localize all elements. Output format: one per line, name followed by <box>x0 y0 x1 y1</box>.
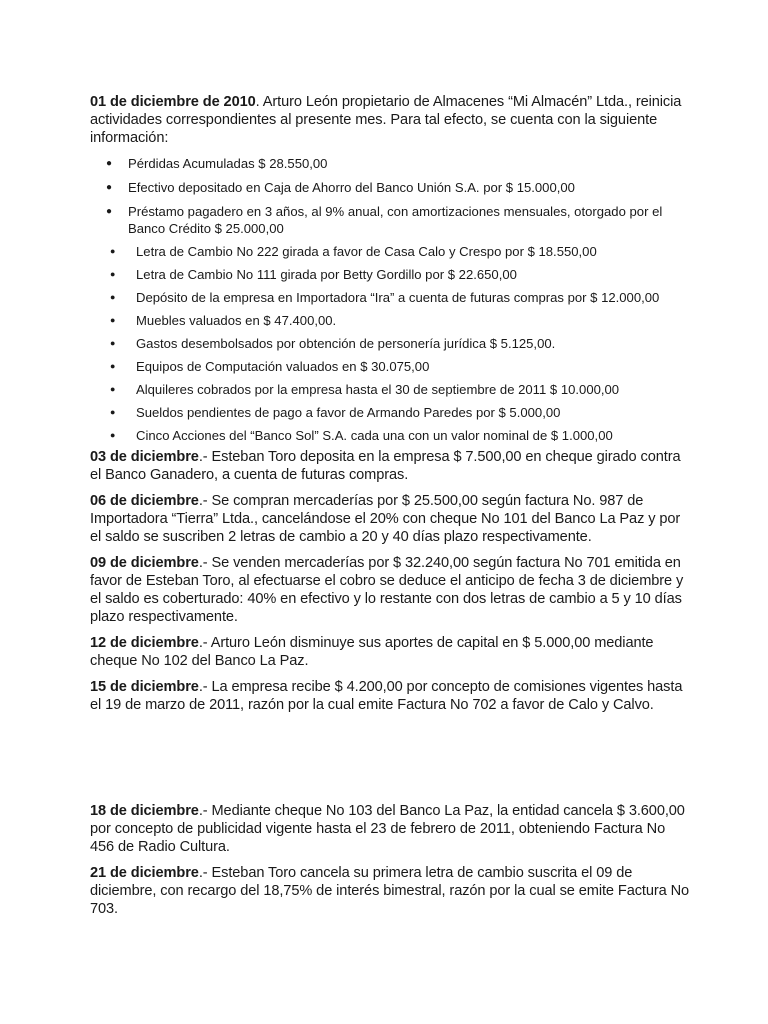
bullet-icon: ● <box>110 407 116 417</box>
list-item: ● Depósito de la empresa en Importadora “Ira” a cuenta de futuras compras por $ 12.000,00 <box>110 290 660 305</box>
event-paragraph-09 <box>90 554 690 626</box>
list-item: ● Muebles valuados en $ 47.400,00. <box>110 313 337 328</box>
list-item: ● Alquileres cobrados por la empresa hasta el 30 de septiembre de 2011 $ 10.000,00 <box>110 382 620 397</box>
blank-space <box>90 722 690 802</box>
document-page <box>90 93 690 926</box>
bullet-icon: ● <box>110 430 116 440</box>
event-paragraph-18 <box>90 802 690 856</box>
list-item: ● Sueldos pendientes de pago a favor de Armando Paredes por $ 5.000,00 <box>110 405 561 420</box>
intro-text: . Arturo León propietario de Almacenes “Mi Almacén” Ltda., reinicia actividades correspondientes al presente mes. Para tal efecto, se cuenta con la siguiente información: <box>90 94 682 146</box>
list-item: ● Pérdidas Acumuladas $ 28.550,00 <box>106 156 328 171</box>
bullet-icon: ● <box>106 206 113 217</box>
list-item: ● Préstamo pagadero en 3 años, al 9% anual, con amortizaciones mensuales, otorgado por el Banco Crédito $ 25.000,00 <box>106 204 663 236</box>
event-text: .- Se venden mercaderías por $ 32.240,00 según factura No 701 emitida en favor de Esteban Toro, al efectuarse el cobro se deduce el anticipo de fecha 3 de diciembre y el saldo es coberturado: 40% en efectivo y lo restante con dos letras de cambio a 5 y 10 días plazo respectivamente. <box>90 555 684 625</box>
list-item: ● Equipos de Computación valuados en $ 30.075,00 <box>110 359 430 374</box>
event-date: 06 de diciembre <box>90 493 199 509</box>
event-paragraph-06 <box>90 492 690 546</box>
list-item: ● Gastos desembolsados por obtención de personería jurídica $ 5.125,00. <box>110 336 556 351</box>
bullet-icon: ● <box>110 246 116 256</box>
event-text: .- La empresa recibe $ 4.200,00 por concepto de comisiones vigentes hasta el 19 de marzo de 2011, razón por la cual emite Factura No 702 a favor de Calo y Calvo. <box>90 679 683 713</box>
event-paragraph-12 <box>90 634 690 670</box>
event-text: .- Esteban Toro cancela su primera letra de cambio suscrita el 09 de diciembre, con recargo del 18,75% de interés bimestral, razón por la cual se emite Factura No 703. <box>90 865 690 917</box>
bullet-icon: ● <box>110 384 116 394</box>
event-text: .- Mediante cheque No 103 del Banco La Paz, la entidad cancela $ 3.600,00 por concepto de publicidad vigente hasta el 23 de febrero de 2011, obteniendo Factura No 456 de Radio Cultura. <box>90 803 685 855</box>
list-item: ● Letra de Cambio No 222 girada a favor de Casa Calo y Crespo por $ 18.550,00 <box>110 244 597 259</box>
intro-date: 01 de diciembre de 2010 <box>90 94 256 110</box>
event-text: .- Se compran mercaderías por $ 25.500,00 según factura No. 987 de Importadora “Tierra” Ltda., cancelándose el 20% con cheque No 101 del Banco La Paz y por el saldo se suscriben 2 letras de cambio a 20 y 40 días plazo respectivamente. <box>90 493 681 545</box>
event-text: .- Esteban Toro deposita en la empresa $ 7.500,00 en cheque girado contra el Banco Ganadero, a cuenta de futuras compras. <box>90 449 681 483</box>
event-date: 03 de diciembre <box>90 449 199 465</box>
event-paragraph-21 <box>90 864 690 918</box>
list-item: ● Efectivo depositado en Caja de Ahorro del Banco Unión S.A. por $ 15.000,00 <box>106 180 575 195</box>
bullet-icon: ● <box>110 292 116 302</box>
bullet-icon: ● <box>106 158 113 169</box>
event-paragraph-03 <box>90 448 690 484</box>
bullet-icon: ● <box>110 315 116 325</box>
info-list <box>90 155 690 444</box>
list-item: ● Letra de Cambio No 111 girada por Betty Gordillo por $ 22.650,00 <box>110 267 517 282</box>
event-date: 15 de diciembre <box>90 679 199 695</box>
intro-paragraph <box>90 93 690 147</box>
bullet-icon: ● <box>110 338 116 348</box>
bullet-icon: ● <box>106 182 113 193</box>
event-text: .- Arturo León disminuye sus aportes de capital en $ 5.000,00 mediante cheque No 102 del Banco La Paz. <box>90 635 654 669</box>
bullet-icon: ● <box>110 361 116 371</box>
event-date: 21 de diciembre <box>90 865 199 881</box>
list-item: ● Cinco Acciones del “Banco Sol” S.A. cada una con un valor nominal de $ 1.000,00 <box>110 428 613 443</box>
bullet-icon: ● <box>110 269 116 279</box>
event-date: 09 de diciembre <box>90 555 199 571</box>
event-date: 12 de diciembre <box>90 635 199 651</box>
event-paragraph-15 <box>90 678 690 714</box>
event-date: 18 de diciembre <box>90 803 199 819</box>
